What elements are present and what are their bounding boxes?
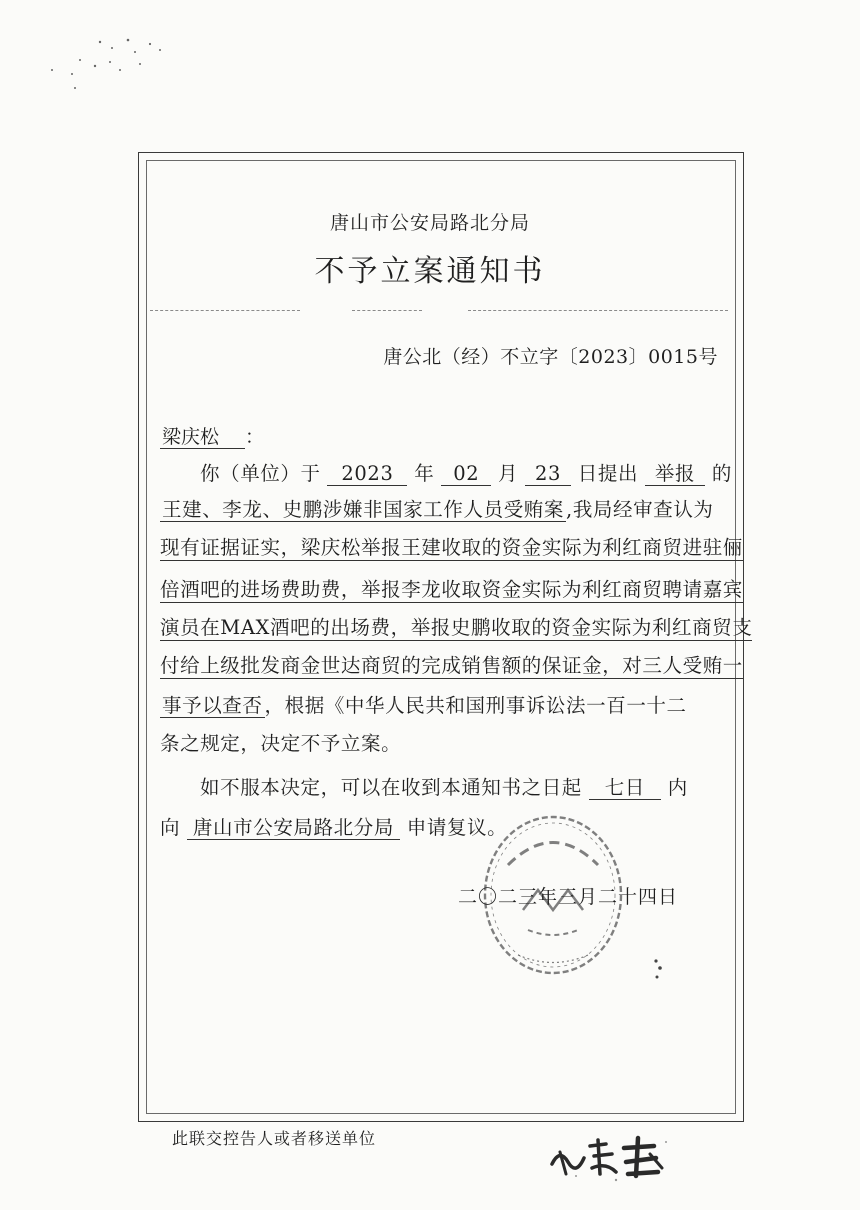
body-text: 条之规定，决定不予立案。 xyxy=(160,732,402,755)
body-line-4 xyxy=(160,578,743,603)
report-month: 02 xyxy=(441,462,491,486)
body-line-5 xyxy=(160,616,753,641)
review-agency: 唐山市公安局路北分局 xyxy=(187,816,400,840)
body-line-7 xyxy=(160,694,728,718)
document-title: 不予立案通知书 xyxy=(314,254,546,289)
report-action: 举报 xyxy=(645,462,705,486)
review-period: 七日 xyxy=(589,776,661,800)
title-divider xyxy=(150,310,300,311)
title-divider xyxy=(468,310,728,311)
document-number: 唐公北（经）不立字〔2023〕0015号 xyxy=(383,346,718,368)
body-text: 申请复议。 xyxy=(406,816,508,839)
body-text: 倍酒吧的进场费助费，举报李龙收取资金实际为利红商贸聘请嘉宾 xyxy=(160,578,743,601)
issue-date: 二〇二三年三月二十四日 xyxy=(458,886,679,908)
body-text: 内 xyxy=(667,776,688,799)
body-text: 如不服本决定，可以在收到本通知书之日起 xyxy=(200,776,582,799)
scan-specks-icon xyxy=(40,30,190,100)
report-day: 23 xyxy=(525,462,571,486)
body-text: 向 xyxy=(160,816,181,839)
recipient-colon: ： xyxy=(245,426,265,448)
body-text: ，根据《中华人民共和国刑事诉讼法一百一十二 xyxy=(264,694,687,717)
body-line-1 xyxy=(160,462,768,486)
title-divider xyxy=(352,310,422,311)
body-line-6 xyxy=(160,654,743,679)
footer-note: 此联交控告人或者移送单位 xyxy=(172,1129,377,1148)
case-subject: 王建、李龙、史鹏涉嫌非国家工作人员受贿案 xyxy=(162,498,565,521)
body-text: ,我局经审查认为 xyxy=(566,498,714,521)
body-text: 月 xyxy=(498,462,519,485)
handwritten-signature-icon xyxy=(546,1128,676,1184)
report-year: 2023 xyxy=(327,462,407,486)
body-text: 事予以查否 xyxy=(162,694,263,717)
issuing-authority: 唐山市公安局路北分局 xyxy=(329,212,530,234)
body-line-9 xyxy=(160,776,768,800)
body-text: 演员在MAX酒吧的出场费，举报史鹏收取的资金实际为利红商贸支 xyxy=(160,616,753,639)
body-line-8 xyxy=(160,732,728,756)
body-text: 日提出 xyxy=(577,462,639,485)
body-line-2 xyxy=(160,498,728,522)
recipient-name: 梁庆松 xyxy=(160,426,245,449)
body-text: 的 xyxy=(711,462,733,485)
body-line-3 xyxy=(160,536,743,561)
body-text: 你（单位）于 xyxy=(200,462,321,485)
body-text: 年 xyxy=(414,462,435,485)
ink-dots-icon xyxy=(650,955,670,985)
recipient-line xyxy=(160,422,264,449)
body-text: 现有证据证实，梁庆松举报王建收取的资金实际为利红商贸进驻俪 xyxy=(160,536,743,559)
body-text: 付给上级批发商金世达商贸的完成销售额的保证金，对三人受贿一 xyxy=(160,654,743,677)
body-line-10 xyxy=(160,816,728,840)
